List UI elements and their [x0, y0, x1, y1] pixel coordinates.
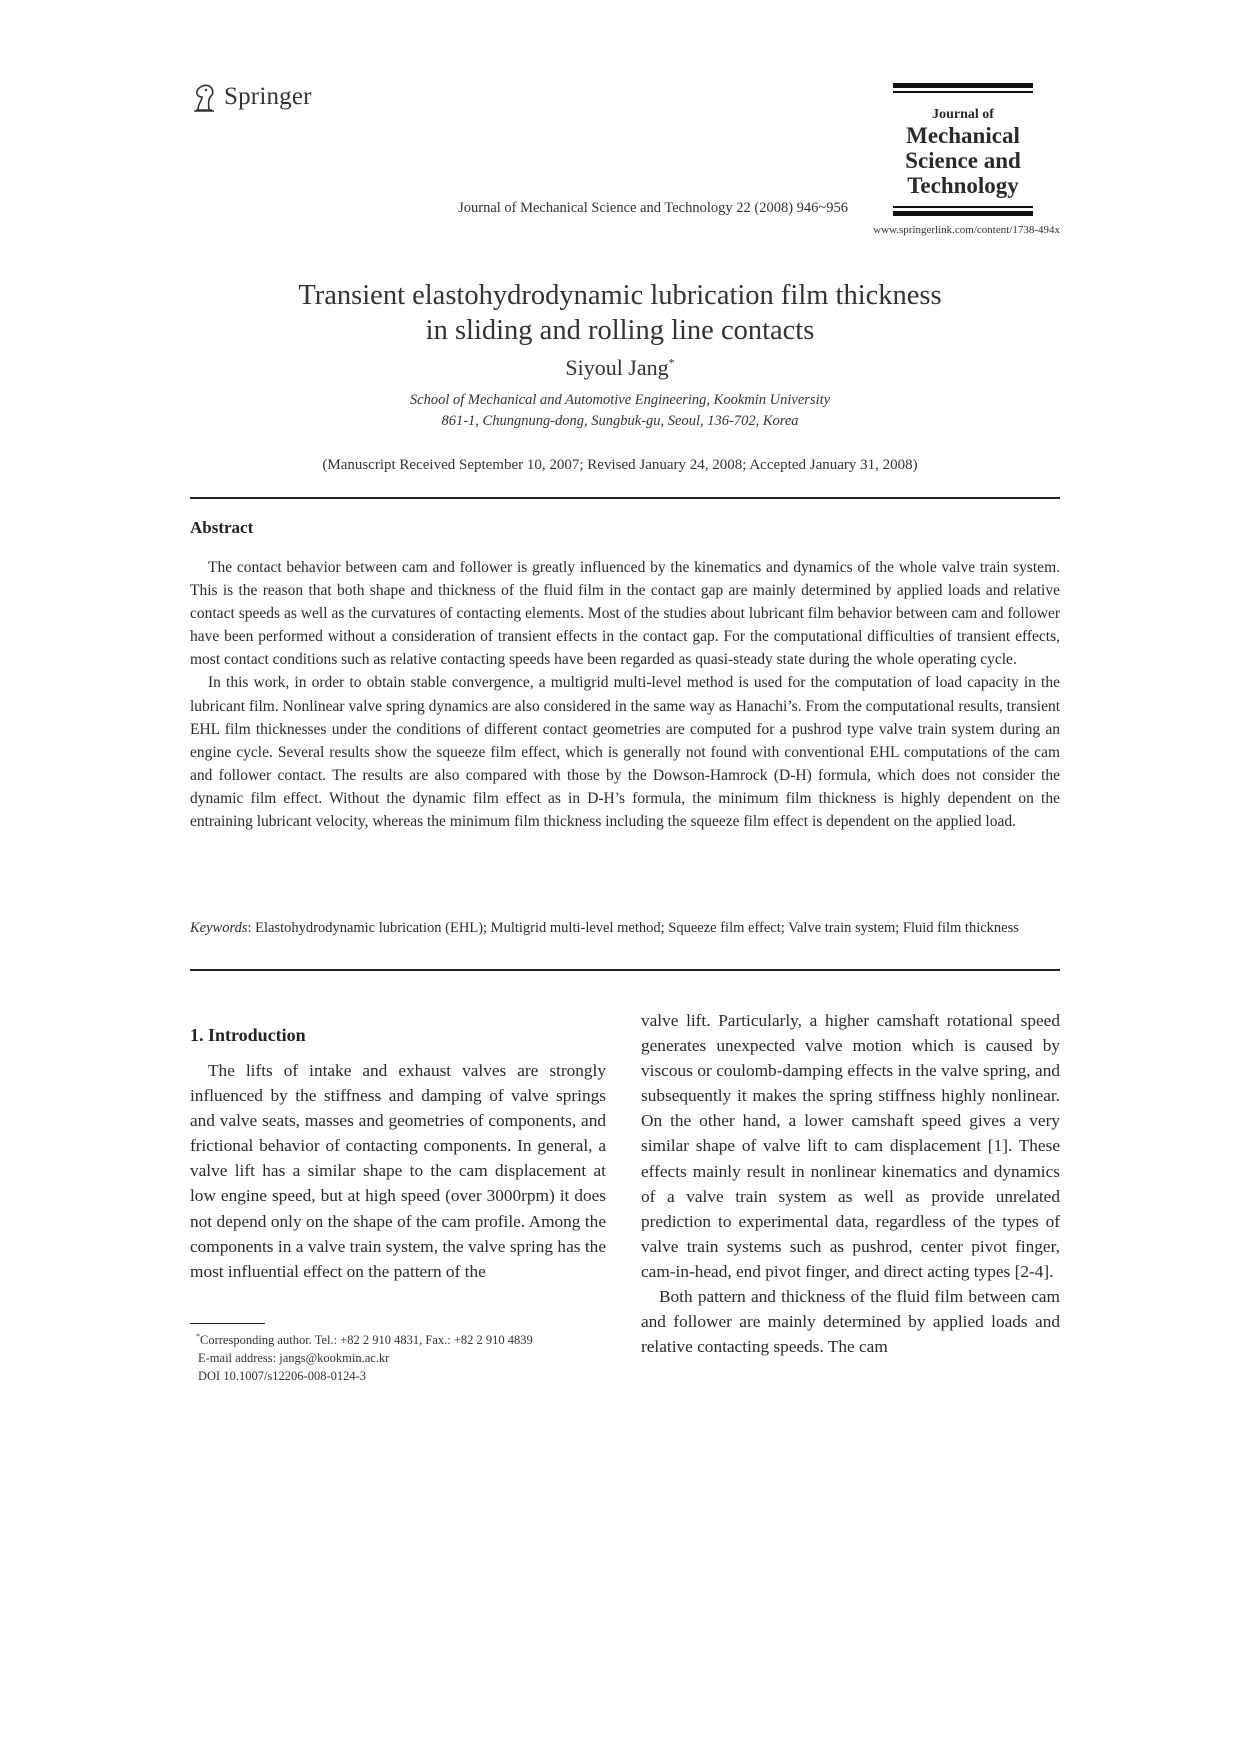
abstract-heading: Abstract: [190, 518, 254, 537]
footnote-mark: *: [196, 1332, 200, 1341]
journal-reference: Journal of Mechanical Science and Technology 22 (2008) 946~956: [458, 200, 848, 216]
footnote-rule: [190, 1323, 265, 1324]
author: [190, 355, 1050, 381]
masthead-bottom-thin-rule: [893, 206, 1033, 208]
affiliation-line: 861-1, Chungnung-dong, Sungbuk-gu, Seoul, 136-702, Korea: [441, 413, 799, 429]
masthead-top-thin-rule: [893, 91, 1033, 93]
masthead-name-line: Science and: [905, 148, 1021, 173]
section-heading-introduction: 1. Introduction: [190, 1025, 306, 1045]
keywords-text: : Elastohydrodynamic lubrication (EHL); Multigrid multi-level method; Squeeze film effect; Valve train system; Fluid film thickness: [247, 920, 1019, 936]
masthead-journal-name: [893, 123, 1033, 198]
publisher-logo: [190, 80, 312, 114]
keywords-label: Keywords: [190, 920, 248, 936]
manuscript-dates: (Manuscript Received September 10, 2007; Revised January 24, 2008; Accepted January 31, 2008): [322, 457, 918, 473]
title-line: in sliding and rolling line contacts: [425, 315, 815, 346]
author-footnote-mark: *: [668, 355, 675, 370]
springer-knight-icon: [190, 81, 218, 113]
masthead-name-line: Technology: [907, 173, 1019, 198]
masthead-bottom-rule: [893, 211, 1033, 216]
journal-masthead: [893, 83, 1033, 216]
affiliation-line: School of Mechanical and Automotive Engineering, Kookmin University: [409, 392, 831, 408]
footnote: [190, 1328, 606, 1385]
footnote-doi: DOI 10.1007/s12206-008-0124-3: [198, 1369, 367, 1384]
masthead-top-rule: [893, 83, 1033, 88]
article-title: [190, 278, 1050, 348]
divider-bottom: [190, 969, 1060, 971]
intro-paragraph: The lifts of intake and exhaust valves are strongly influenced by the stiffness and damping of valve springs and valve seats, masses and geometries of components, and frictional behavior of contacting components. In general, a valve lift has a similar shape to the cam displacement at low engine speed, but at high speed (over 3000rpm) it does not depend only on the shape of the cam profile. Among the components in a valve train system, the valve spring has the most influential effect on the pattern of the: [190, 1061, 606, 1281]
footnote-email: E-mail address: jangs@kookmin.ac.kr: [198, 1351, 390, 1366]
divider-top: [190, 497, 1060, 499]
publisher-name: Springer: [224, 83, 312, 110]
abstract-paragraph: The contact behavior between cam and follower is greatly influenced by the kinematics and dynamics of the whole valve train system. This is the reason that both shape and thickness of the fluid film in the contact gap are mainly determined by applied loads and relative contact speeds as well as the curvatures of contacting elements. Most of the studies about lubricant film behavior between cam and follower have been performed without a consideration of transient effects in the contact gap. For the computational difficulties of transient effects, most contact conditions such as relative contacting speeds have been regarded as quasi-steady state during the whole operating cycle.: [190, 559, 1060, 669]
intro-paragraph: Both pattern and thickness of the fluid film between cam and follower are mainly determined by applied loads and relative contacting speeds. The cam: [641, 1287, 1060, 1357]
author-name: Siyoul Jang: [565, 355, 669, 380]
footnote-corresponding: Corresponding author. Tel.: +82 2 910 4831, Fax.: +82 2 910 4839: [200, 1333, 533, 1348]
keywords: [190, 919, 1060, 938]
abstract-paragraph: In this work, in order to obtain stable convergence, a multigrid multi-level method is used for the computation of load capacity in the lubricant film. Nonlinear valve spring dynamics are also considered in the same way as Hanachi’s. From the computational results, transient EHL film thicknesses under the conditions of different contact geometries are computed for a pushrod type valve train system during an engine cycle. Several results show the squeeze film effect, which is generally not found with conventional EHL computations of the cam and follower contact. The results are also compared with those by the Dowson-Hamrock (D-H) formula, which does not consider the dynamic film effect. Without the dynamic film effect as in D-H’s formula, the minimum film thickness is highly dependent on the entraining lubricant velocity, whereas the minimum film thickness including the squeeze film effect is dependent on the applied load.: [190, 674, 1060, 831]
masthead-name-line: Mechanical: [906, 123, 1020, 148]
title-line: Transient elastohydrodynamic lubrication film thickness: [298, 280, 942, 311]
affiliation: [190, 390, 1050, 432]
journal-url[interactable]: www.springerlink.com/content/1738-494x: [873, 224, 1060, 236]
masthead-prefix: Journal of: [932, 107, 994, 122]
intro-paragraph: valve lift. Particularly, a higher camshaft rotational speed generates unexpected valve motion which is caused by viscous or coulomb-damping effects in the valve spring, and subsequently it makes the spring stiffness highly nonlinear. On the other hand, a lower camshaft speed gives a very similar shape of valve lift to cam displacement [1]. These effects mainly result in nonlinear kinematics and dynamics of a valve train system as well as provide unrelated prediction to experimental data, regardless of the types of valve train systems such as pushrod, center pivot finger, cam-in-head, end pivot finger, and direct acting types [2-4].: [641, 1011, 1060, 1281]
footnote-line: [190, 1328, 606, 1349]
left-column: [190, 1058, 606, 1284]
abstract-body: [190, 556, 1060, 833]
right-column: [641, 1008, 1060, 1359]
